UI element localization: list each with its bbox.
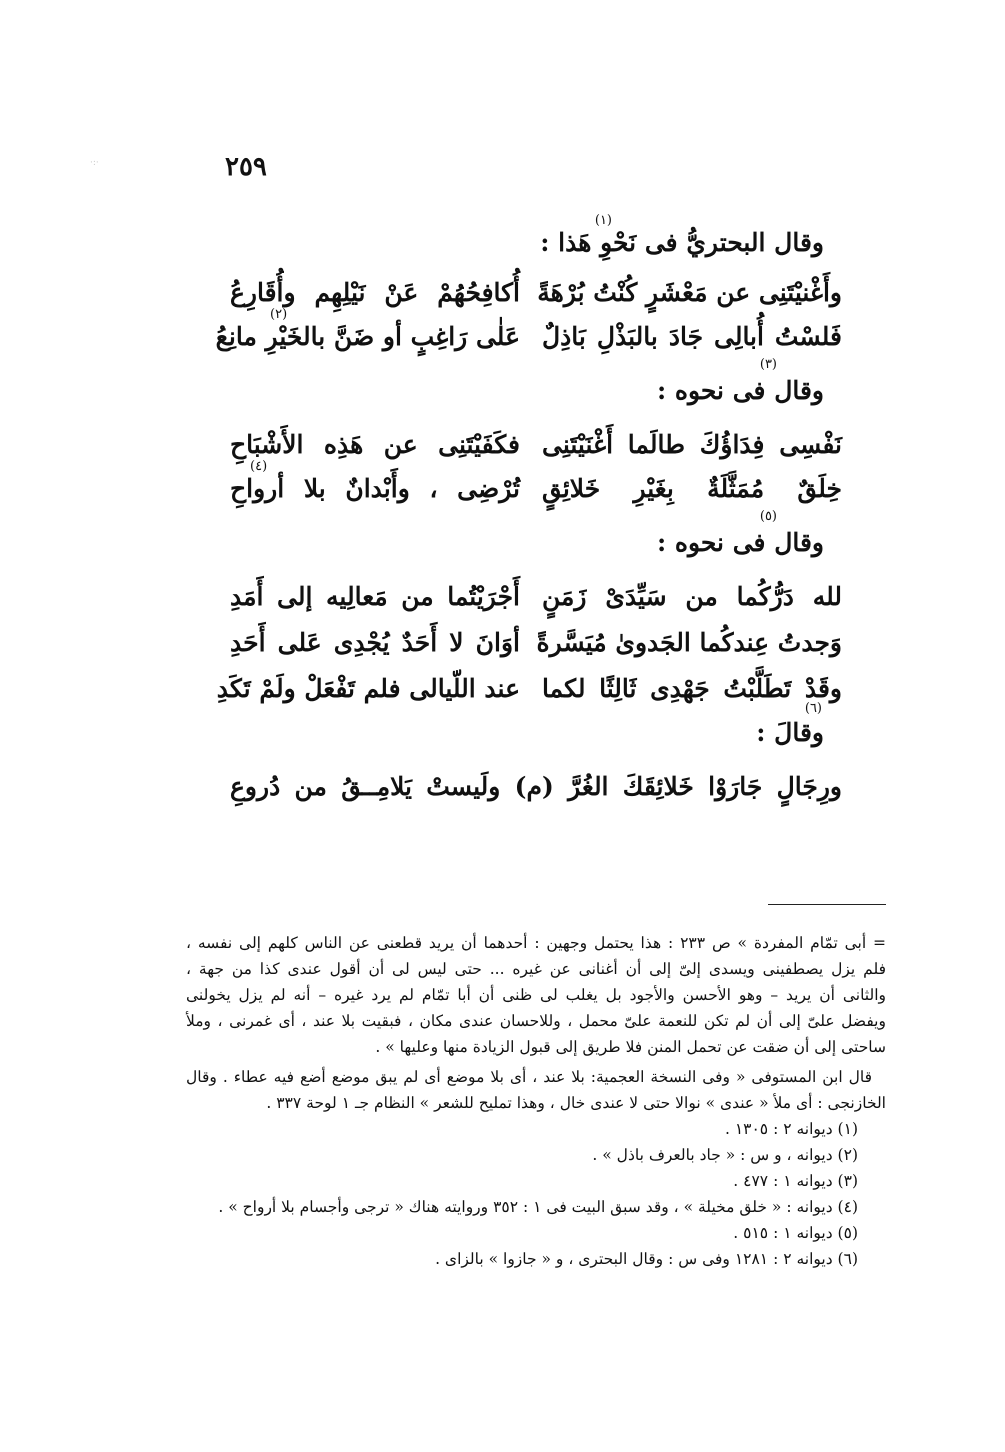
verse [230,278,842,308]
footnote-ref: (١) [594,213,612,228]
first-hemistich: وَجدتُ عِندكُما الجَدوىٰ مُيَسَّرةً [536,628,842,657]
commentary-line: ويفضل علىّ إلى أن لم تكن للنعمة علىّ محمل ، وللاحسان عندى مكان ، فبقيت بلا عند ، أى غمرنى ، وملأ [186,1012,886,1030]
footnote-item: (٥) ديوانه ١ : ٥١٥ . [733,1224,858,1242]
commentary-line: ساحتى إلى أن ضقت عن تحمل المنن فلا طريق إلى قبول الزيادة منها وعليها » . [375,1038,886,1056]
footnote-item: (٤) ديوانه : « خلق مخيلة » ، وقد سبق البيت فى ١ : ٣٥٢ وروايته هناك « ترجى وأجسام بلا أرواح » . [218,1198,858,1216]
poem-block-2 [230,357,842,504]
poetry-section [215,200,842,802]
footnote-ref: (٤) [250,459,268,474]
poem-intro [230,701,842,748]
second-hemistich: عَلٰى رَاغِبٍ أو ضَنَّ بالخَيْرِ مانِعُ [215,322,520,351]
footnote-item: (٢) ديوانه ، و س : « جاد بالعرف باذل » . [592,1146,858,1164]
verse [230,459,842,504]
first-hemistich: نَفْسِى فِدَاؤُكَ طالَما أَغْنَيْتَنِى [542,430,842,459]
poem-block-3 [216,509,842,704]
commentary-paragraph [186,1064,886,1116]
footnote-ref: (٢) [270,307,288,322]
verse [230,430,842,460]
commentary-line: فلم يزل يصطفينى ويسدى إلىّ إلى أن أغنانى عن غيره ... حتى ليس لى أن أقول عندى كذا من جهة ، [186,960,886,978]
verse [215,307,842,352]
page-speck: ·:· [90,158,99,168]
poem-intro [230,509,842,558]
poem-intro [230,213,842,258]
footnote-item: (٦) ديوانه ٢ : ١٢٨١ وفى س : وقال البحترى ، و « جازوا » بالزاى . [435,1250,858,1268]
commentary-line: الخازنجى : أى ملأ « عندى » نوالا حتى لا عندى خال ، وهذا تمليح للشعر » النظام جـ ١ لوحة ٣٣٧ . [266,1094,886,1112]
page-number: ٢٥٩ [225,152,267,182]
commentary-line: قال ابن المستوفى « وفى النسخة العجمية: بلا عند ، أى بلا موضع أى لم يبق موضع أضع فيه عطاء . وقال [186,1068,872,1086]
first-hemistich: لله دَرُّكُما من سَيِّدَىْ زَمَنٍ [542,582,842,611]
footnote-ref: (٥) [759,509,777,524]
second-hemistich: أَجْرَيْتُما من مَعالِيه إلى أَمَدِ [230,582,520,611]
poem-intro [230,357,842,406]
verse [230,628,842,658]
poem-block-1 [215,213,842,352]
footnote-item: (١) ديوانه ٢ : ١٣٠٥ . [724,1120,858,1138]
intro-text: وقال فى نحوه : [656,528,824,557]
footnotes-section [186,930,886,1272]
first-hemistich: فَلسْتُ أُبالِى جَادَ بالبَذْلِ بَاذِلٌ [542,322,842,351]
first-hemistich: وأَغْنيْتَنِى عن مَعْشَرٍ كُنْتُ بُرْهَةً [537,278,842,307]
first-hemistich: وقَدْ تَطَلَّبْتُ جَهْدِى ثَالِثًا لكما [542,674,842,703]
footnote-divider [768,904,886,905]
footnote-item: (٣) ديوانه ١ : ٤٧٧ . [733,1172,858,1190]
footnote-list [186,1116,886,1272]
poem-block-4 [230,701,842,802]
single-verse: ورِجَالٍ جَارَوْا خَلائِقَكَ الغُرَّ (م) ولَيستْ يَلامِــقُ من دُروعِ [230,772,842,801]
second-hemistich: عند اللّيالى فلم تَفْعَلْ ولَمْ تَكَدِ [216,674,520,703]
verse [230,582,842,612]
footnote-ref: (٦) [804,701,822,716]
commentary-paragraph [186,930,886,1060]
commentary-line: = أبى تمّام المفردة » ص ٢٣٣ : هذا يحتمل وجهين : أحدهما أن يريد قطعنى عن الناس كلهم إلى نفسه ، [186,934,887,952]
intro-text: وقالَ : [756,718,824,747]
second-hemistich: فكَفَيْتَنِى عن هَذِه الأَشْبَاحِ [230,430,520,459]
commentary-line: والثانى أن يريد – وهو الأحسن والأجود بل يغلب لى ظنى أن أبا تمّام لم يرد غيره – أنه لم يزل يخولنى [186,986,886,1004]
second-hemistich: تُرْضِى ، وأَبْدانٌ بلا أرواحِ [230,474,520,503]
footnote-ref: (٣) [759,357,777,372]
second-hemistich: أوَانَ لا أَحَدٌ يُجْدِى عَلى أَحَدِ [230,628,520,657]
first-hemistich: خِلَقٌ مُمَثَّلَةٌ بِغَيْرِ خَلائِقٍ [542,474,842,503]
second-hemistich: أُكافِحُهُمْ عَنْ نَيْلِهِم وأُقَارِعُ [230,278,520,307]
verse [216,674,842,704]
intro-text: وقال فى نحوه : [656,376,824,405]
intro-text: وقال البحتريُّ فى نَحْوِ هَذا : [540,228,824,257]
